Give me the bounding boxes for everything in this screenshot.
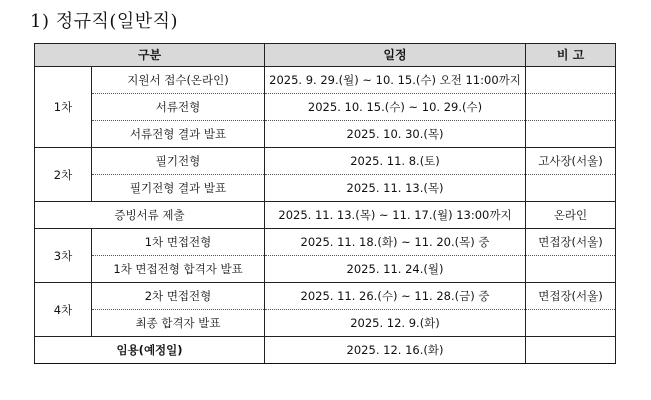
note-cell xyxy=(526,94,616,121)
table-row xyxy=(35,148,616,175)
table-row xyxy=(35,283,616,310)
schedule-cell: 2025. 12. 16.(화) xyxy=(265,337,526,364)
item-cell: 2차 면접전형 xyxy=(92,283,265,310)
header-note: 비 고 xyxy=(526,44,616,67)
schedule-cell: 2025. 11. 13.(목) xyxy=(265,175,526,202)
stage-cell: 1차 xyxy=(35,67,92,148)
item-cell: 증빙서류 제출 xyxy=(35,202,265,229)
table-row xyxy=(35,121,616,148)
schedule-cell: 2025. 10. 30.(목) xyxy=(265,121,526,148)
note-cell: 온라인 xyxy=(526,202,616,229)
note-cell xyxy=(526,310,616,337)
item-cell: 임용(예정일) xyxy=(35,337,265,364)
note-cell xyxy=(526,256,616,283)
note-cell: 면접장(서울) xyxy=(526,283,616,310)
table-row xyxy=(35,310,616,337)
item-cell: 서류전형 결과 발표 xyxy=(92,121,265,148)
item-cell: 필기전형 결과 발표 xyxy=(92,175,265,202)
schedule-cell: 2025. 11. 8.(토) xyxy=(265,148,526,175)
table-row xyxy=(35,67,616,94)
table-row xyxy=(35,175,616,202)
schedule-table xyxy=(34,43,616,364)
note-cell xyxy=(526,337,616,364)
table-row xyxy=(35,256,616,283)
header-schedule: 일정 xyxy=(265,44,526,67)
note-cell xyxy=(526,175,616,202)
stage-cell: 4차 xyxy=(35,283,92,337)
note-cell: 고사장(서울) xyxy=(526,148,616,175)
header-category: 구분 xyxy=(35,44,265,67)
stage-cell: 2차 xyxy=(35,148,92,202)
schedule-cell: 2025. 11. 18.(화) ~ 11. 20.(목) 중 xyxy=(265,229,526,256)
schedule-cell: 2025. 11. 24.(월) xyxy=(265,256,526,283)
schedule-cell: 2025. 11. 13.(목) ~ 11. 17.(월) 13:00까지 xyxy=(265,202,526,229)
item-cell: 최종 합격자 발표 xyxy=(92,310,265,337)
item-cell: 서류전형 xyxy=(92,94,265,121)
note-cell xyxy=(526,67,616,94)
section-heading: 1) 정규직(일반직) xyxy=(30,11,179,32)
table-row xyxy=(35,229,616,256)
item-cell: 필기전형 xyxy=(92,148,265,175)
stage-cell: 3차 xyxy=(35,229,92,283)
note-cell: 면접장(서울) xyxy=(526,229,616,256)
item-cell: 1차 면접전형 합격자 발표 xyxy=(92,256,265,283)
item-cell: 1차 면접전형 xyxy=(92,229,265,256)
schedule-cell: 2025. 9. 29.(월) ~ 10. 15.(수) 오전 11:00까지 xyxy=(265,67,526,94)
note-cell xyxy=(526,121,616,148)
schedule-cell: 2025. 10. 15.(수) ~ 10. 29.(수) xyxy=(265,94,526,121)
table-row xyxy=(35,202,616,229)
table-row xyxy=(35,94,616,121)
table-row xyxy=(35,337,616,364)
item-cell: 지원서 접수(온라인) xyxy=(92,67,265,94)
table-header-row xyxy=(35,44,616,67)
schedule-cell: 2025. 11. 26.(수) ~ 11. 28.(금) 중 xyxy=(265,283,526,310)
schedule-cell: 2025. 12. 9.(화) xyxy=(265,310,526,337)
